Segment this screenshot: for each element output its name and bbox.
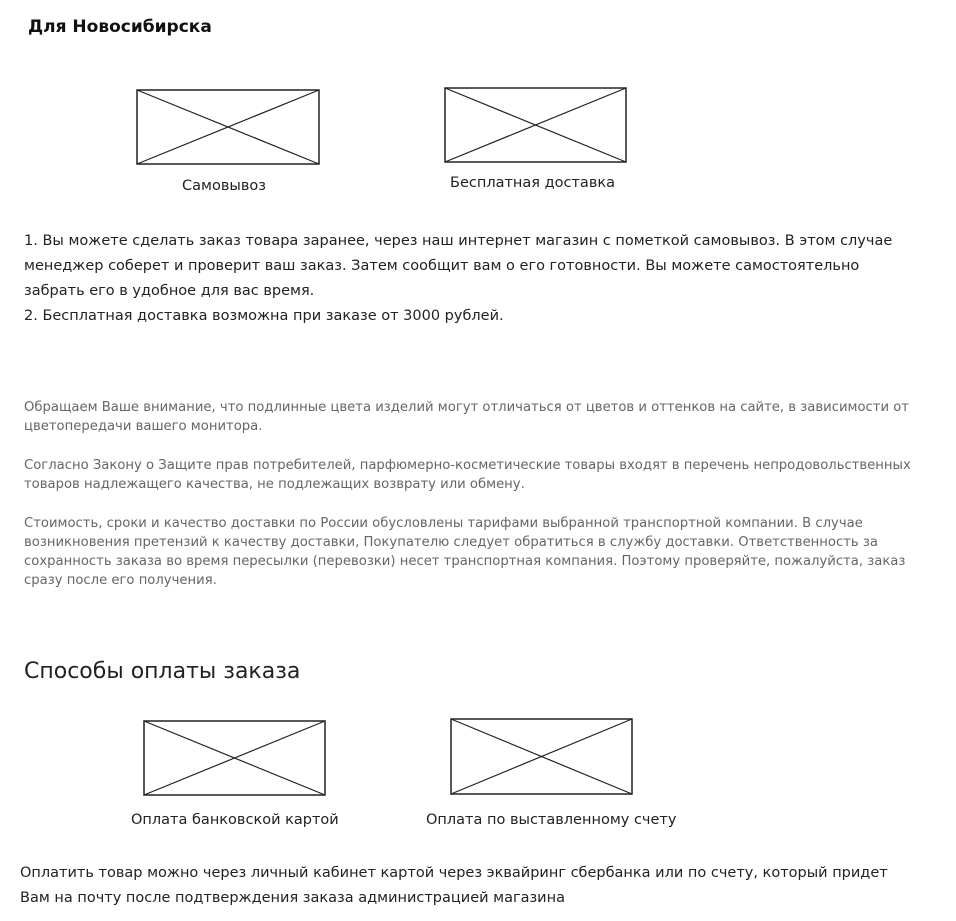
note-returns <box>24 456 944 494</box>
invoice-payment-caption: Оплата по выставленному счету <box>426 812 677 828</box>
note-shipping <box>24 514 944 590</box>
delivery-info-item-2: 2. Бесплатная доставка возможна при заказе от 3000 рублей. <box>24 308 504 324</box>
card-payment-caption: Оплата банковской картой <box>131 812 339 828</box>
card-payment-image-placeholder-icon <box>143 720 326 796</box>
pickup-caption: Самовывоз <box>182 178 266 194</box>
payment-methods-title: Способы оплаты заказа <box>24 659 301 684</box>
pickup-image-placeholder-icon <box>136 89 320 165</box>
free-delivery-image-placeholder-icon <box>444 87 627 163</box>
delivery-info-item-1: 1. Вы можете сделать заказ товара заранее, через наш интернет магазин с пометкой самовывоз. В этом случае менеджер соберет и проверит ваш заказ. Затем сообщит вам о его готовности. Вы можете самостоятельно забрать его в удобное для вас время. <box>24 233 893 299</box>
invoice-payment-image-placeholder-icon <box>450 718 633 795</box>
note-returns-text: Согласно Закону о Защите прав потребителей, парфюмерно-косметические товары входят в перечень непродовольственных товаров надлежащего качества, не подлежащих возврату или обмену. <box>24 458 911 492</box>
free-delivery-caption: Бесплатная доставка <box>450 175 616 191</box>
note-colors <box>24 398 944 436</box>
note-colors-text: Обращаем Ваше внимание, что подлинные цвета изделий могут отличаться от цветов и оттенков на сайте, в зависимости от цветопередачи вашего монитора. <box>24 400 909 434</box>
note-shipping-text: Стоимость, сроки и качество доставки по России обусловлены тарифами выбранной транспортной компании. В случае возникновения претензий к качеству доставки, Покупателю следует обратиться в службу доставки. Ответственность за сохранность заказа во время пересылки (перевозки) несет транспортная компания. Поэтому проверяйте, пожалуйста, заказ сразу после его получения. <box>24 516 906 588</box>
payment-description: Оплатить товар можно через личный кабинет картой через эквайринг сбербанка или по счету, который придет Вам на почту после подтверждения заказа администрацией магазина <box>20 865 888 906</box>
delivery-info-list <box>24 229 924 329</box>
city-heading: Для Новосибирска <box>28 17 212 37</box>
